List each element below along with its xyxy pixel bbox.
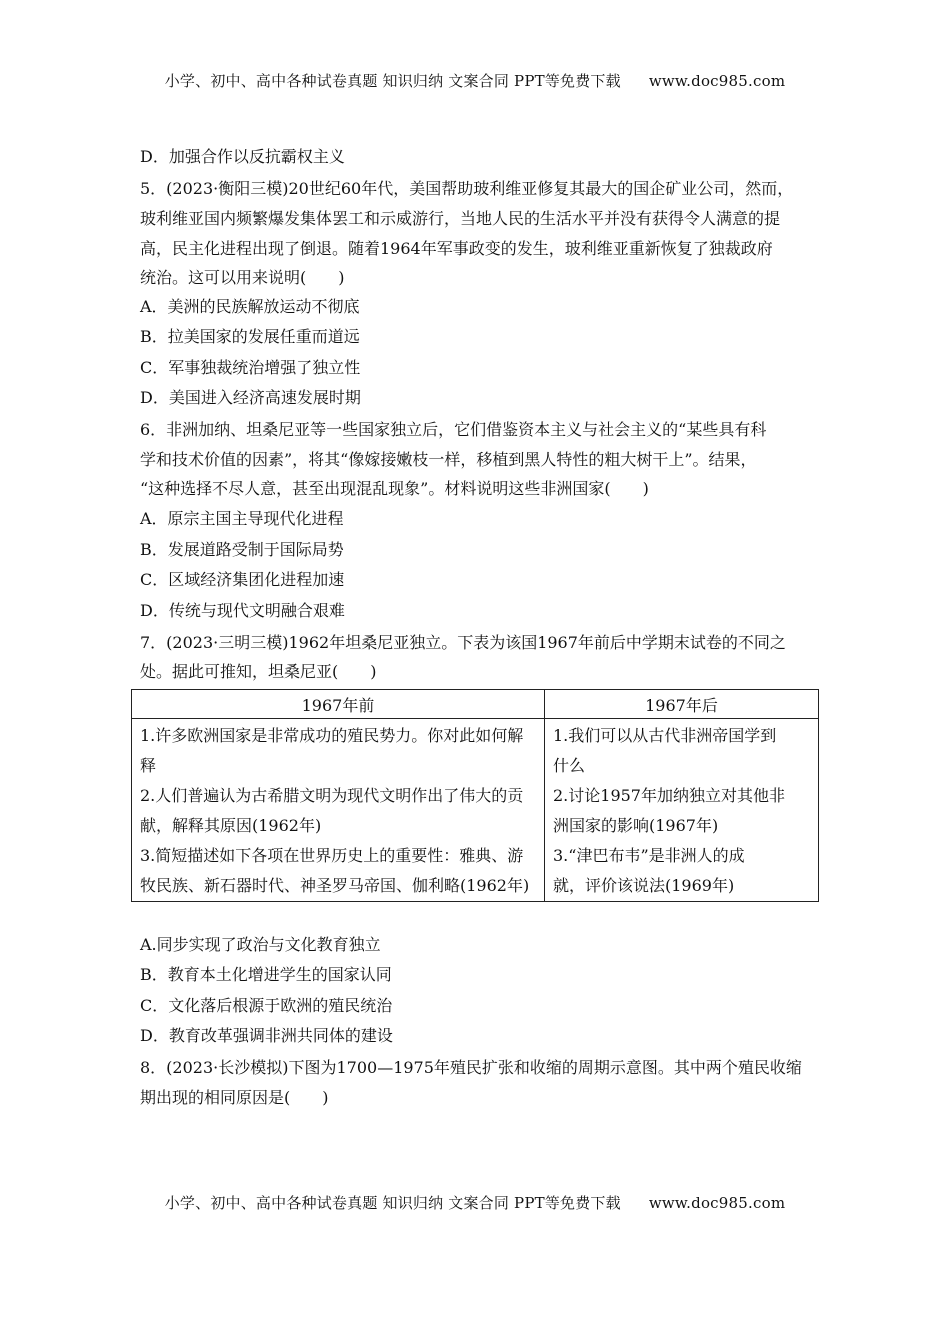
q5-option-c: C．军事独裁统治增强了独立性 xyxy=(140,358,361,377)
q7-option-d: D．教育改革强调非洲共同体的建设 xyxy=(140,1026,393,1045)
cell-line: 1.许多欧洲国家是非常成功的殖民势力。你对此如何解 xyxy=(140,726,524,745)
cell-line: 洲国家的影响(1967年) xyxy=(553,816,719,835)
q5-option-b: B．拉美国家的发展任重而道远 xyxy=(140,327,360,346)
table-header-row xyxy=(132,690,819,719)
q7-option-c: C．文化落后根源于欧洲的殖民统治 xyxy=(140,996,393,1015)
header-url[interactable]: www.doc985.com xyxy=(648,72,786,90)
cell-line: 2.人们普遍认为古希腊文明为现代文明作出了伟大的贡 xyxy=(140,786,524,805)
cell-line: 释 xyxy=(140,756,157,775)
header-text: 小学、初中、高中各种试卷真题 知识归纳 文案合同 PPT等免费下载 xyxy=(164,72,621,90)
q5-stem-line: 玻利维亚国内频繁爆发集体罢工和示威游行，当地人民的生活水平并没有获得令人满意的提 xyxy=(140,209,781,228)
footer-text: 小学、初中、高中各种试卷真题 知识归纳 文案合同 PPT等免费下载 xyxy=(164,1194,621,1212)
q5-option-a: A．美洲的民族解放运动不彻底 xyxy=(140,297,360,316)
q6-option-d: D．传统与现代文明融合艰难 xyxy=(140,601,345,620)
q6-option-a: A．原宗主国主导现代化进程 xyxy=(140,509,344,528)
q6-stem-line: 6．非洲加纳、坦桑尼亚等一些国家独立后，它们借鉴资本主义与社会主义的“某些具有科 xyxy=(140,420,767,439)
q6-stem-line: 学和技术价值的因素”，将其“像嫁接嫩枝一样，移植到黑人特性的粗大树干上”。结果， xyxy=(140,450,757,469)
q5-stem-line: 5．(2023·衡阳三模)20世纪60年代，美国帮助玻利维亚修复其最大的国企矿业公司，然而， xyxy=(140,179,794,198)
footer-url[interactable]: www.doc985.com xyxy=(648,1194,786,1212)
table-header-after: 1967年后 xyxy=(545,690,819,719)
page-header xyxy=(0,70,950,91)
cell-line: 2.讨论1957年加纳独立对其他非 xyxy=(553,786,785,805)
q8-stem-line: 期出现的相同原因是( ) xyxy=(140,1088,329,1107)
q7-stem-line: 处。据此可推知，坦桑尼亚( ) xyxy=(140,662,377,681)
q7-option-a: A.同步实现了政治与文化教育独立 xyxy=(140,935,381,954)
q4-option-d: D．加强合作以反抗霸权主义 xyxy=(140,147,345,166)
comparison-table xyxy=(131,689,819,902)
page-footer xyxy=(0,1192,950,1213)
q6-stem-line: “这种选择不尽人意，甚至出现混乱现象”。材料说明这些非洲国家( ) xyxy=(140,479,649,498)
cell-line: 就，评价该说法(1969年) xyxy=(553,876,735,895)
cell-line: 什么 xyxy=(553,756,586,775)
q7-option-b: B．教育本土化增进学生的国家认同 xyxy=(140,965,392,984)
q6-option-b: B．发展道路受制于国际局势 xyxy=(140,540,344,559)
q7-stem-line: 7．(2023·三明三模)1962年坦桑尼亚独立。下表为该国1967年前后中学期末试卷的不同之 xyxy=(140,633,786,652)
q5-option-d: D．美国进入经济高速发展时期 xyxy=(140,388,361,407)
table-row xyxy=(132,719,819,902)
cell-line: 献，解释其原因(1962年) xyxy=(140,816,322,835)
q6-option-c: C．区域经济集团化进程加速 xyxy=(140,570,345,589)
q8-stem-line: 8．(2023·长沙模拟)下图为1700—1975年殖民扩张和收缩的周期示意图。其中两个殖民收缩 xyxy=(140,1058,802,1077)
cell-line: 牧民族、新石器时代、神圣罗马帝国、伽利略(1962年) xyxy=(140,876,530,895)
cell-line: 3.简短描述如下各项在世界历史上的重要性：雅典、游 xyxy=(140,846,524,865)
table-header-before: 1967年前 xyxy=(132,690,545,719)
table-cell-before xyxy=(132,719,545,902)
q5-stem-line: 高，民主化进程出现了倒退。随着1964年军事政变的发生，玻利维亚重新恢复了独裁政府 xyxy=(140,239,773,258)
q5-stem-line: 统治。这可以用来说明( ) xyxy=(140,268,345,287)
table-cell-after xyxy=(545,719,819,902)
cell-line: 1.我们可以从古代非洲帝国学到 xyxy=(553,726,777,745)
cell-line: 3.“津巴布韦”是非洲人的成 xyxy=(553,846,745,865)
